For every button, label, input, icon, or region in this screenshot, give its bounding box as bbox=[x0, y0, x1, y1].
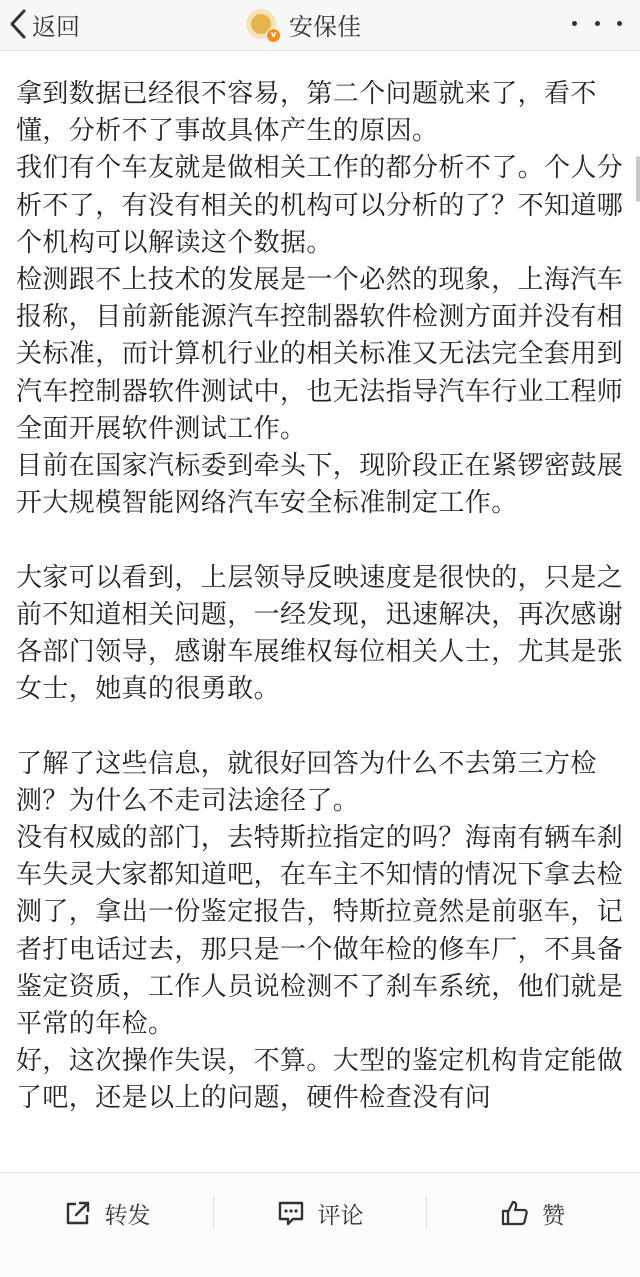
verified-badge: v bbox=[266, 28, 281, 43]
more-dots-icon bbox=[595, 21, 600, 26]
chevron-left-icon bbox=[8, 8, 28, 40]
back-button[interactable] bbox=[8, 4, 80, 44]
like-label: 赞 bbox=[542, 1202, 565, 1229]
account-name: 安保佳 bbox=[289, 12, 361, 41]
more-dots-icon bbox=[617, 21, 622, 26]
paragraph: 目前在国家汽标委到牵头下，现阶段正在紧锣密鼓展开大规模智能网络汽车安全标准制定工作。 bbox=[16, 451, 624, 519]
avatar[interactable] bbox=[246, 9, 276, 39]
paragraph: 拿到数据已经很不容易，第二个问题就来了，看不懂，分析不了事故具体产生的原因。 bbox=[16, 79, 597, 147]
paragraph: 没有权威的部门，去特斯拉指定的吗？海南有辆车刹车失灵大家都知道吧，在车主不知情的情况下拿去检测了，拿出一份鉴定报告，特斯拉竟然是前驱车，记者打电话过去，那只是一个做年检的修车厂，不具备鉴定资质，工作人员说检测不了刹车系统，他们就是平常的年检。 bbox=[16, 823, 624, 1040]
paragraph: 大家可以看到，上层领导反映速度是很快的，只是之前不知道相关问题，一经发现，迅速解决，再次感谢各部门领导，感谢车展维权每位相关人士，尤其是张女士，她真的很勇敢。 bbox=[16, 562, 624, 705]
scrollbar[interactable] bbox=[636, 156, 640, 202]
paragraph: 好，这次操作失误，不算。大型的鉴定机构肯定能做了吧，还是以上的问题，硬件检查没有问 bbox=[16, 1046, 624, 1114]
like-button[interactable] bbox=[426, 1173, 639, 1253]
account-title[interactable] bbox=[246, 3, 361, 45]
paragraph: 检测跟不上技术的发展是一个必然的现象，上海汽车报称，目前新能源汽车控制器软件检测方面并没有相关标准，而计算机行业的相关标准又无法完全套用到汽车控制器软件测试中，也无法指导汽车行业工程师全面开展软件测试工作。 bbox=[16, 265, 624, 444]
back-label: 返回 bbox=[32, 12, 80, 41]
top-navigation-bar bbox=[0, 0, 640, 51]
thumbs-up-icon bbox=[500, 1198, 542, 1228]
bottom-action-bar bbox=[0, 1172, 640, 1277]
paragraph: 了解了这些信息，就很好回答为什么不去第三方检测？为什么不走司法途径了。 bbox=[16, 748, 597, 816]
share-icon bbox=[63, 1198, 105, 1228]
repost-button[interactable] bbox=[0, 1173, 213, 1253]
comment-icon bbox=[276, 1198, 318, 1228]
more-button[interactable] bbox=[572, 8, 622, 38]
comment-button[interactable] bbox=[213, 1173, 426, 1253]
paragraph: 我们有个车友就是做相关工作的都分析不了。个人分析不了，有没有相关的机构可以分析的了？不知道哪个机构可以解读这个数据。 bbox=[16, 153, 624, 258]
comment-label: 评论 bbox=[317, 1202, 364, 1229]
post-content bbox=[16, 76, 624, 1118]
more-dots-icon bbox=[572, 21, 577, 26]
repost-label: 转发 bbox=[104, 1202, 151, 1229]
